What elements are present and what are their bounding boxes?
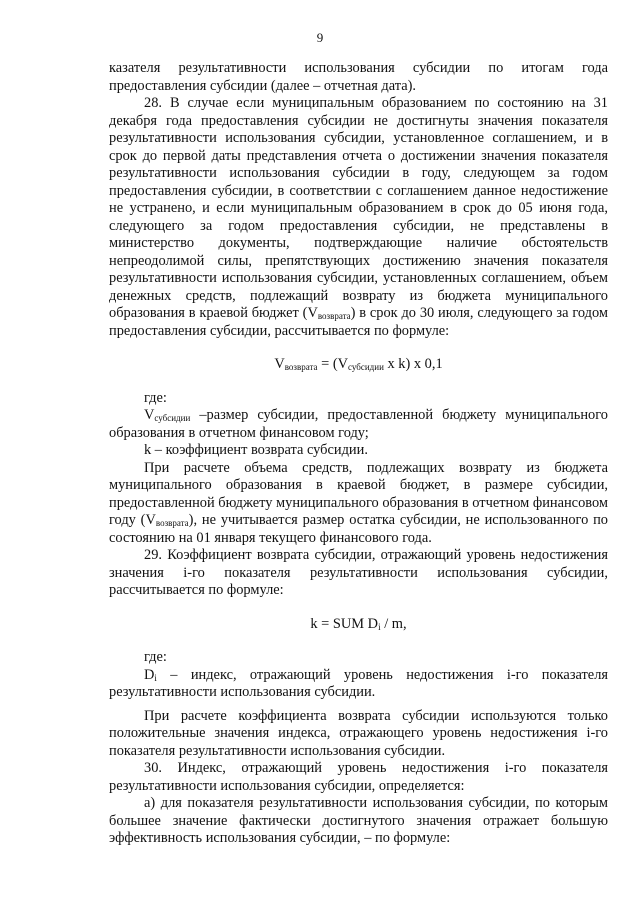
paragraph-28: 28. В случае если муниципальным образованием по состоянию на 31 декабря года предоставления субсидии не достигнуты значения показателя результативности использования субсидии, установленное соглашением, и в срок до первой даты представления отчета о достижении значения показателя результативности использования субсидии в году, следующем за годом предоставления субсидии, в соответствии с соглашением данное недостижение не устранено, и если муниципальным образованием в срок до 05 июня года, следующего за годом предоставления субсидии, не представлены в министерство документы, подтверждающие наличие обстоятельств непреодолимой силы, препятствующих достижению значения показателя результативности использования субсидии, установленных соглашением, объем денежных средств, подлежащий возврату из бюджета муниципального образования в краевой бюджет $(V_{возврата})$ в срок до 30 июля, следующего за годом предоставления субсидии, рассчитывается по формуле: xyxy=(109,95,608,339)
definition-v-subsidy: $V_{субсидии}$ –размер субсидии, предоставленной бюджету муниципального образования в отчетном финансовом году; xyxy=(109,407,608,441)
document-body xyxy=(109,60,608,848)
paragraph-29: 29. Коэффициент возврата субсидии, отражающий уровень недостижения значения i-го показателя результативности использования субсидии, рассчитывается по формуле: xyxy=(109,547,608,598)
page-number: 9 xyxy=(316,30,324,45)
formula-refund: $V_{возврата} = (V_{субсидии}$ x k) x 0,1 xyxy=(274,356,443,372)
paragraph-calculation: При расчете объема средств, подлежащих возврату из бюджета муниципального образования в краевой бюджет, в размере субсидии, предоставленной бюджету муниципального образования в отчетном финансовом году $(V_{возврата})$, не учитывается размер остатка субсидии, не использованного по состоянию на 01 января текущего финансового года. xyxy=(109,459,608,546)
paragraph-coefficient-note: При расчете коэффициента возврата субсидии используются только положительные значения индекса, отражающего уровень недостижения i-го показателя результативности использования субсидии. xyxy=(109,707,608,759)
paragraph-30: 30. Индекс, отражающий уровень недостижения i-го показателя результативности использования субсидии, определяется: xyxy=(109,760,608,794)
where-label-2: где: xyxy=(144,649,167,665)
formula-coefficient: k = SUM $D_i$ / m, xyxy=(310,615,407,632)
paragraph-continuation: казателя результативности использования субсидии по итогам года предоставления субсидии (далее – отчетная дата). xyxy=(109,60,608,94)
definition-d: $D_i$ – индекс, отражающий уровень недостижения i-го показателя результативности использования субсидии. xyxy=(109,666,608,700)
definition-k: k – коэффициент возврата субсидии. xyxy=(144,442,368,458)
paragraph-30a: а) для показателя результативности использования субсидии, по которым большее значение фактически достигнутого значения отражает большую эффективность использования субсидии, – по формуле: xyxy=(109,795,608,846)
where-label-1: где: xyxy=(144,389,167,406)
